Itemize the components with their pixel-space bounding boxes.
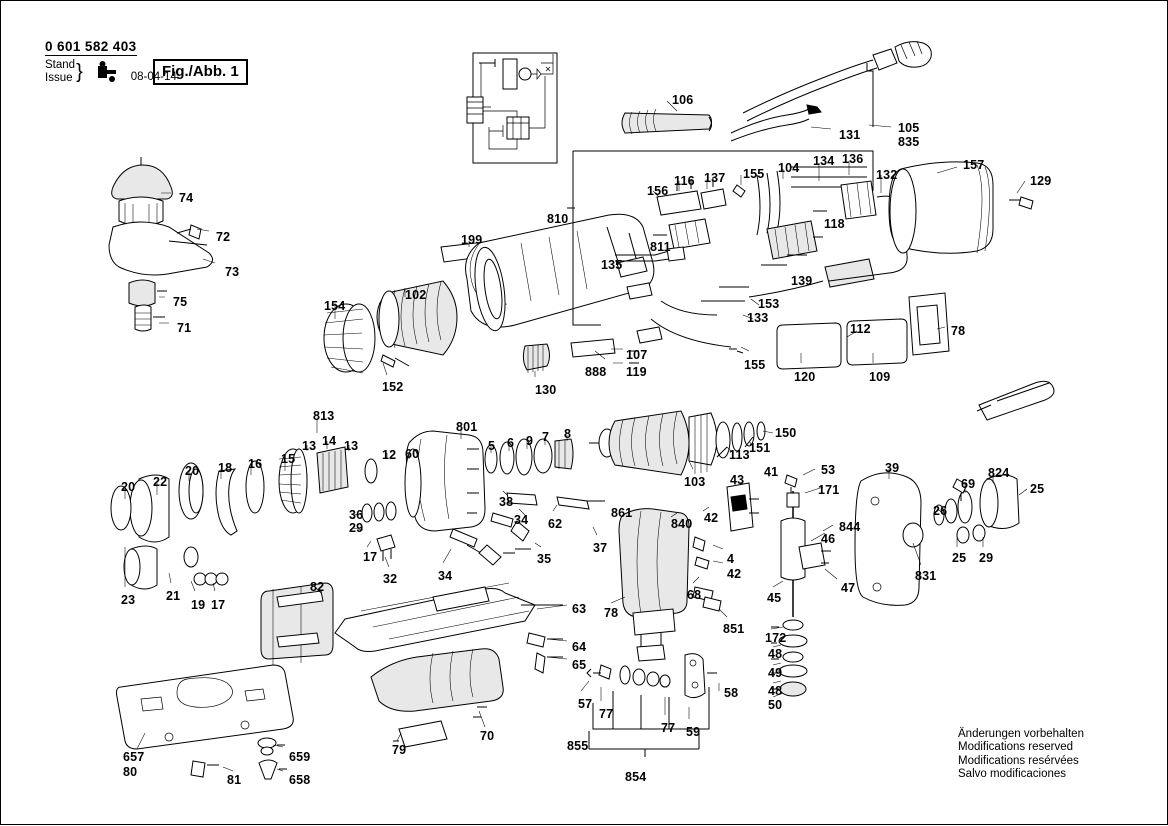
callout-number: 113 bbox=[729, 448, 750, 462]
callout-number: 20 bbox=[121, 480, 136, 494]
callout-number: 79 bbox=[392, 743, 407, 757]
callout-number: 135 bbox=[601, 258, 623, 272]
callout-number: 134 bbox=[813, 154, 835, 168]
callout-number: 137 bbox=[704, 171, 726, 185]
callout-number: 171 bbox=[818, 483, 840, 497]
callout-number: 130 bbox=[535, 383, 557, 397]
callout-number: 103 bbox=[684, 475, 706, 489]
callout-number: 73 bbox=[225, 265, 240, 279]
callout-number: 151 bbox=[749, 441, 771, 455]
callout-number: 5 bbox=[488, 439, 496, 453]
callout-number: 69 bbox=[961, 477, 976, 491]
fan-part bbox=[324, 304, 375, 373]
callout-number: 34 bbox=[438, 569, 453, 583]
callout-number: 64 bbox=[572, 640, 587, 654]
callout-number: 831 bbox=[915, 569, 937, 583]
callout-number: 835 bbox=[898, 135, 920, 149]
callout-number: 854 bbox=[625, 770, 647, 784]
figure-label: Fig./Abb. 1 bbox=[153, 59, 248, 85]
callout-number: 39 bbox=[885, 461, 900, 475]
callout-number: 861 bbox=[611, 506, 633, 520]
note-line-en: Modifications reserved bbox=[958, 741, 1074, 754]
callout-number: 153 bbox=[758, 297, 780, 311]
callout-number: 102 bbox=[405, 288, 427, 302]
callout-number: 25 bbox=[952, 551, 967, 565]
callout-number: 18 bbox=[218, 461, 233, 475]
callout-number: 13 bbox=[302, 439, 317, 453]
callout-number: 70 bbox=[480, 729, 495, 743]
callout-number: 15 bbox=[281, 452, 296, 466]
callout-number: 17 bbox=[211, 598, 226, 612]
callout-number: 19 bbox=[191, 598, 206, 612]
callout-number: 78 bbox=[604, 606, 619, 620]
callout-number: 136 bbox=[842, 152, 864, 166]
callout-number: 811 bbox=[650, 240, 671, 254]
callout-number: 150 bbox=[775, 426, 797, 440]
callout-number: 81 bbox=[227, 773, 242, 787]
callout-number: 45 bbox=[767, 591, 782, 605]
rear-cap-group bbox=[889, 162, 1033, 253]
callout-number: 22 bbox=[153, 475, 168, 489]
callout-number: 172 bbox=[765, 631, 787, 645]
callout-number: 16 bbox=[248, 457, 263, 471]
callout-number: 68 bbox=[687, 588, 702, 602]
callout-number: 120 bbox=[794, 370, 816, 384]
callout-number: 112 bbox=[850, 322, 871, 336]
callout-number: 63 bbox=[572, 602, 587, 616]
callout-number: 155 bbox=[744, 358, 766, 372]
callout-number: 71 bbox=[177, 321, 192, 335]
callout-number: 8 bbox=[564, 427, 572, 441]
callout-number: 139 bbox=[791, 274, 813, 288]
label-issue: Issue bbox=[45, 72, 73, 84]
callout-number: 37 bbox=[593, 541, 608, 555]
callout-number: 801 bbox=[456, 420, 478, 434]
callout-number: 116 bbox=[674, 174, 695, 188]
callout-number: 855 bbox=[567, 739, 589, 753]
callout-number: 26 bbox=[933, 504, 948, 518]
note-line-de: Änderungen vorbehalten bbox=[958, 728, 1084, 740]
callout-number: 17 bbox=[363, 550, 378, 564]
callout-number: 12 bbox=[382, 448, 397, 462]
callout-number: 58 bbox=[724, 686, 739, 700]
callout-number: 42 bbox=[704, 511, 719, 525]
callout-number: 13 bbox=[344, 439, 359, 453]
callout-number: 152 bbox=[382, 380, 404, 394]
brace-glyph: } bbox=[76, 60, 83, 83]
callout-number: 57 bbox=[578, 697, 593, 711]
callout-number: 43 bbox=[730, 473, 745, 487]
callout-number: 62 bbox=[548, 517, 563, 531]
callout-number: 129 bbox=[1030, 174, 1052, 188]
callout-number: 157 bbox=[963, 158, 985, 172]
callout-number: 851 bbox=[723, 622, 745, 636]
callout-number: 77 bbox=[661, 721, 676, 735]
note-line-es: Salvo modificaciones bbox=[958, 768, 1067, 781]
callout-number: 72 bbox=[216, 230, 231, 244]
callout-number: 60 bbox=[405, 447, 420, 461]
callout-number: 48 bbox=[768, 684, 783, 698]
callout-number: 844 bbox=[839, 520, 861, 534]
callout-number: 42 bbox=[727, 567, 742, 581]
callout-number: 74 bbox=[179, 191, 194, 205]
callout-number: 4 bbox=[727, 552, 735, 566]
callout-number: 133 bbox=[747, 311, 769, 325]
schematic-diagram bbox=[467, 53, 557, 163]
callout-number: 46 bbox=[821, 532, 836, 546]
blade-tool bbox=[977, 381, 1054, 420]
callout-number: 888 bbox=[585, 365, 607, 379]
callout-number: 132 bbox=[876, 168, 898, 182]
callout-number: 78 bbox=[951, 324, 966, 338]
callout-number: 38 bbox=[499, 495, 514, 509]
callout-number: 104 bbox=[778, 161, 800, 175]
callout-number: 20 bbox=[185, 464, 200, 478]
callout-number: 75 bbox=[173, 295, 188, 309]
callout-number: 32 bbox=[383, 572, 398, 586]
callout-number: 25 bbox=[1030, 482, 1045, 496]
callout-number: 824 bbox=[988, 466, 1010, 480]
armature-group bbox=[589, 411, 765, 475]
gear-cover-group bbox=[855, 473, 1019, 605]
callout-number: 155 bbox=[743, 167, 765, 181]
callout-number: 82 bbox=[310, 580, 325, 594]
callout-number: 53 bbox=[821, 463, 836, 477]
callout-number: 154 bbox=[324, 299, 346, 313]
callout-number: 131 bbox=[839, 128, 861, 142]
callout-number: 65 bbox=[572, 658, 587, 672]
callout-number: 9 bbox=[526, 434, 534, 448]
callout-number: 36 bbox=[349, 508, 364, 522]
callout-number: 34 bbox=[514, 513, 529, 527]
callout-number: 7 bbox=[542, 430, 550, 444]
callout-number: 6 bbox=[507, 436, 515, 450]
callout-number: 50 bbox=[768, 698, 783, 712]
part-number: 0 601 582 403 bbox=[45, 39, 137, 54]
callout-number: 810 bbox=[547, 212, 569, 226]
callout-number: 105 bbox=[898, 121, 920, 135]
callout-number: 199 bbox=[461, 233, 483, 247]
callout-number: 118 bbox=[824, 217, 845, 231]
note-line-fr: Modifications resérvées bbox=[958, 754, 1079, 767]
label-stand: Stand bbox=[45, 59, 76, 71]
callout-number: 35 bbox=[537, 552, 552, 566]
guide-roller-group bbox=[587, 654, 717, 757]
revision-date: 08-04-14 bbox=[130, 71, 177, 83]
callout-number: 658 bbox=[289, 773, 311, 787]
callout-number: 156 bbox=[647, 184, 669, 198]
callout-number: 23 bbox=[121, 593, 136, 607]
callout-number: 119 bbox=[626, 365, 647, 379]
callout-number: 659 bbox=[289, 750, 311, 764]
callout-number: 657 bbox=[123, 750, 145, 764]
callout-number: 107 bbox=[626, 348, 648, 362]
callout-number: 29 bbox=[349, 521, 364, 535]
callout-number: 29 bbox=[979, 551, 994, 565]
callout-number: 14 bbox=[322, 434, 337, 448]
callout-number: 840 bbox=[671, 517, 693, 531]
callout-number: 106 bbox=[672, 93, 694, 107]
callout-number: 80 bbox=[123, 765, 138, 779]
callout-number: 813 bbox=[313, 409, 335, 423]
callout-number: 47 bbox=[841, 581, 856, 595]
callout-number: 21 bbox=[166, 589, 181, 603]
callout-number: 49 bbox=[768, 666, 783, 680]
cap-handle-group bbox=[109, 157, 213, 331]
callout-number: 77 bbox=[599, 707, 614, 721]
power-cord-group bbox=[622, 41, 931, 141]
plunger-assembly bbox=[619, 475, 831, 696]
callout-number: 59 bbox=[686, 725, 701, 739]
callout-number: 41 bbox=[764, 465, 779, 479]
callout-number: 48 bbox=[768, 647, 783, 661]
dust-box-group bbox=[117, 583, 564, 779]
callout-number: 109 bbox=[869, 370, 891, 384]
